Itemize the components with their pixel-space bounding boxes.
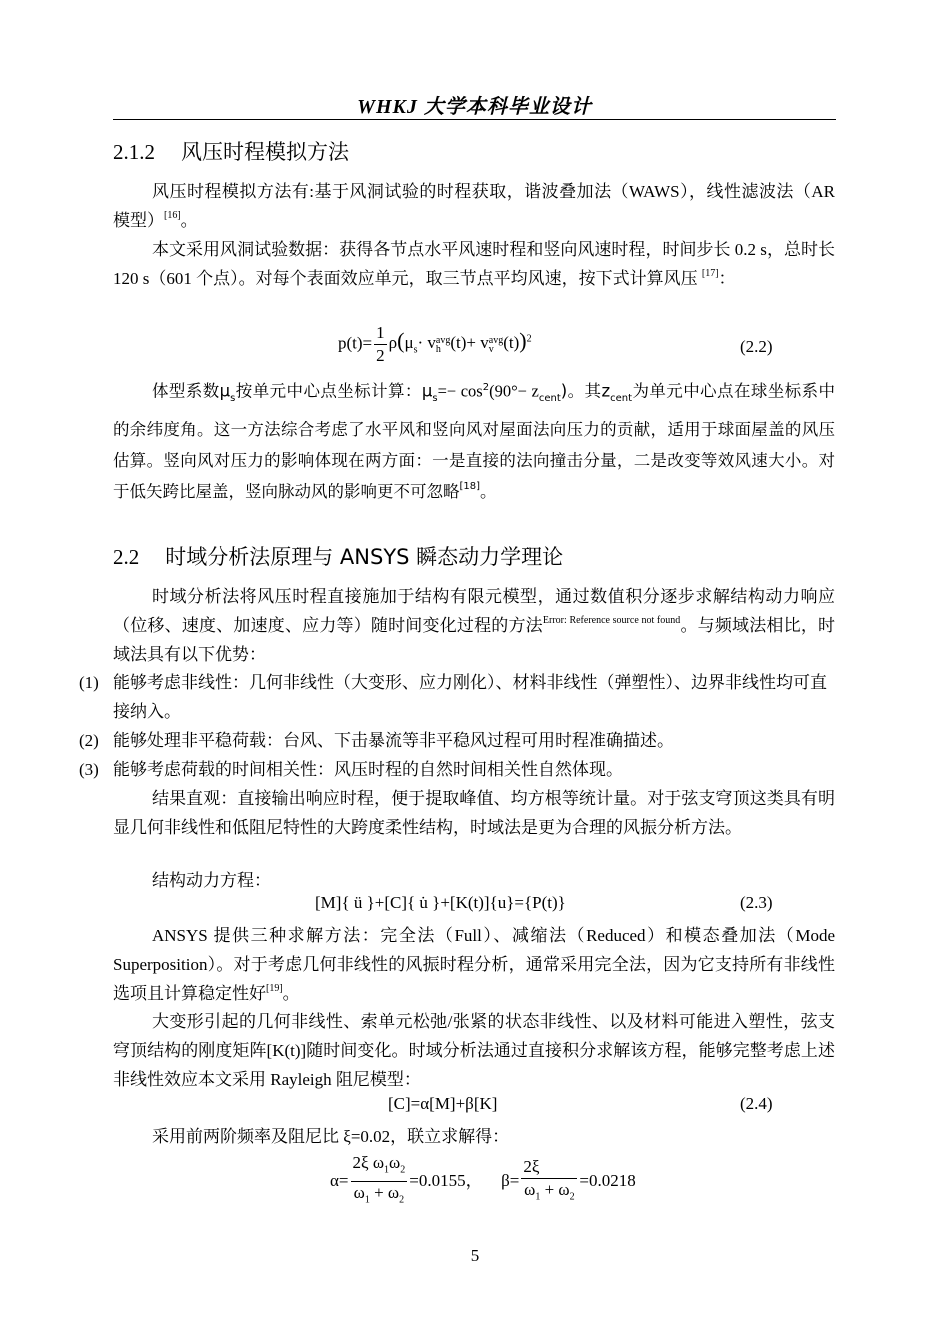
paragraph-1	[113, 177, 835, 235]
paragraph-text: 风压时程模拟方法有:基于风洞试验的时程获取，谐波叠加法（WAWS），线性滤波法（AR 模型）	[113, 182, 835, 230]
fraction	[351, 1152, 408, 1212]
paragraph-7	[113, 921, 835, 1008]
list-text: 能够处理非平稳荷载：台风、下击暴流等非平稳风过程可用时程准确描述。	[113, 731, 674, 750]
paragraph-text: 。	[180, 211, 198, 230]
alpha-lhs: α=	[330, 1170, 349, 1190]
equation-number: (2.3)	[740, 893, 773, 912]
equation-2-2	[338, 322, 532, 367]
paragraph-text: =− cos	[437, 381, 483, 401]
list-item	[79, 755, 835, 784]
paragraph-5	[113, 784, 835, 842]
page-number: 5	[470, 1246, 480, 1265]
paragraph-text: 为单元中心点在球坐标系中的余纬度角。这一方法综合考虑了水平风和竖向风对屋面法向压力的贡献，适用于球面屋盖的风压估算。竖向风对压力的影响体现在两方面：一是直接的法向撞击分量，二是改变等效风速大小。对于低矢跨比屋盖，竖向脉动风的影响更不可忽略	[113, 381, 836, 501]
paragraph-6	[113, 866, 835, 895]
fraction	[521, 1156, 577, 1208]
citation: [18]	[459, 480, 481, 492]
paragraph-2	[113, 235, 835, 293]
paragraph-text: (90°− z	[489, 381, 539, 401]
paragraph-text: 体型系数μ	[152, 381, 231, 401]
equation-body: $\rho(\mu_s\cdot v$ avg h (t)+ v avg v (t))$^2$	[388, 328, 532, 356]
list-item	[79, 668, 835, 726]
paragraph-text: 本文采用风洞试验数据：获得各节点水平风速时程和竖向风速时程，时间步长 0.2 s，总时长 120 s（601 个点）。对每个表面效应单元，取三节点平均风速，按下式计算风压	[113, 240, 835, 288]
section-title: 风压时程模拟方法	[181, 140, 349, 164]
paragraph-text: 结构动力方程：	[152, 871, 271, 890]
paragraph-text: 大变形引起的几何非线性、索单元松弛/张紧的状态非线性、以及材料可能进入塑性，弦支穹顶结构的刚度矩阵[K(t)]随时间变化。时域分析法通过直接积分求解该方程，能够完整考虑上述非线性效应本文采用 Rayleigh 阻尼模型：	[113, 1012, 835, 1089]
fraction-numerator: 2ξ	[521, 1156, 577, 1179]
paragraph-text: 按单元中心点坐标计算：μ	[235, 381, 433, 401]
paragraph-3: 体型系数$\mu_s$按单元中心点坐标计算：$\mu_s=- \cos^2(90^\circ- z_{cent})$。其$z_{cent}$为单元中心点在球坐标系中的余纬度角。这一方法综合考虑了水平风和竖向风对屋面法向压力的贡献，适用于球面屋盖的风压估算。竖向风对压力的影响体现在两方面：一是直接的法向撞击分量，二是改变等效风速大小。对于低矢跨比屋盖，竖向脉动风的影响更不可忽略[18]。	[113, 381, 836, 501]
fraction-numerator: 2ξ $\omega_1\omega_2$	[351, 1152, 408, 1182]
equation-number: (2.2)	[740, 337, 773, 356]
citation: [17]	[701, 268, 719, 279]
list-label: (3)	[79, 760, 99, 779]
paragraph-text: 。	[480, 481, 497, 501]
equation-number: (2.4)	[740, 1094, 773, 1113]
fraction-denominator: $\omega_1 + \omega_2$	[524, 1179, 575, 1203]
section-heading-2-1-2	[113, 136, 349, 166]
section-title: 时域分析法原理与 ANSYS 瞬态动力学理论	[165, 545, 564, 569]
list-text: 能够考虑荷载的时间相关性：风压时程的自然时间相关性自然体现。	[113, 760, 623, 779]
beta-value: =0.0218	[579, 1170, 636, 1190]
paragraph-text: 时域分析法将风压时程直接施加于结构有限元模型，通过数值积分逐步求解结构动力响应（位移、速度、加速度、应力等）随时间变化过程的方法	[113, 587, 835, 635]
paragraph-4	[113, 582, 835, 669]
list-item	[79, 726, 835, 755]
paragraph-text: 。与频域法相比，时域法具有以下优势：	[113, 616, 836, 664]
equation-rayleigh-coefficients	[330, 1152, 636, 1212]
paragraph-text: )。其z	[560, 381, 611, 401]
page-header-title: WHKJ 大学本科毕业设计	[357, 96, 592, 118]
paragraph-8	[113, 1007, 835, 1094]
paragraph-9	[113, 1122, 835, 1151]
section-number: 2.1.2	[113, 140, 155, 164]
paragraph-text: 采用前两阶频率及阻尼比 ξ=0.02，联立求解得：	[152, 1127, 510, 1146]
list-label: (2)	[79, 731, 99, 750]
fraction	[374, 322, 387, 367]
paragraph-text: ANSYS 提供三种求解方法：完全法（Full）、减缩法（Reduced）和模态叠加法（Mode Superposition）。对于考虑几何非线性的风振时程分析，通常采用完全法，因为它支持所有非线性选项且计算稳定性好	[113, 926, 835, 1003]
alpha-value: =0.0155，	[409, 1170, 483, 1190]
reference-error: Error: Reference source not found	[542, 615, 681, 626]
equation-lhs: p(t)=	[338, 333, 373, 353]
citation: [19]	[266, 983, 283, 994]
list-label: (1)	[79, 673, 99, 692]
paragraph-text: 。	[282, 984, 300, 1003]
fraction-denominator: 2	[376, 346, 385, 365]
list-text: 能够考虑非线性：几何非线性（大变形、应力刚化）、材料非线性（弹塑性）、边界非线性均可直接纳入。	[113, 673, 827, 721]
fraction-denominator: $\omega_1 + \omega_2$	[353, 1183, 405, 1206]
equation-2-3: [M]{ ü }+[C]{ u̇ }+[K(t)]{u}={P(t)}	[315, 893, 566, 912]
beta-lhs: β=	[501, 1170, 520, 1190]
fraction-numerator: 1	[374, 322, 387, 345]
header-rule	[113, 119, 836, 120]
section-number: 2.2	[113, 545, 140, 569]
equation-2-4: [C]=α[M]+β[K]	[388, 1094, 498, 1113]
citation: [16]	[164, 210, 181, 221]
paragraph-text: ：	[718, 269, 736, 288]
paragraph-text: 结果直观：直接输出响应时程，便于提取峰值、均方根等统计量。对于弦支穹顶这类具有明显几何非线性和低阻尼特性的大跨度柔性结构，时域法是更为合理的风振分析方法。	[113, 789, 835, 837]
section-heading-2-2	[113, 541, 563, 571]
